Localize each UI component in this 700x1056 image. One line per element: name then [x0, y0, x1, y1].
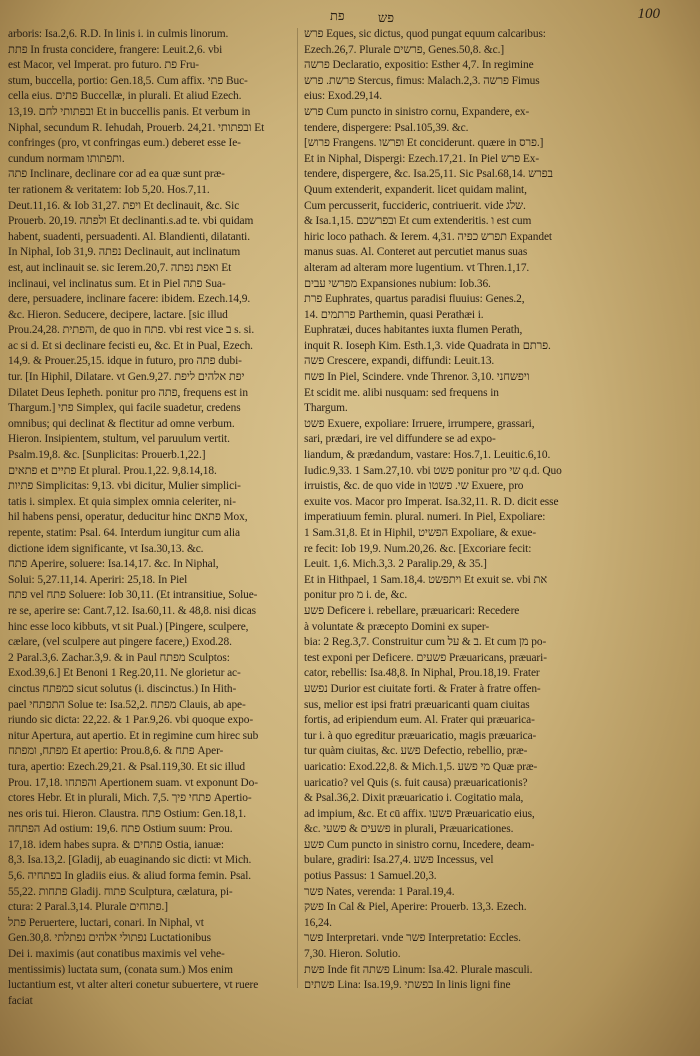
text-line: tendere, dispergere, &c. Isa.25,11. Sic Psal.68,14. בפרש [304, 168, 553, 181]
text-line: test exponi per Deficere. פשעים Præuaricans, præuari- [304, 651, 547, 664]
text-line: Thargum. [304, 402, 348, 415]
text-line: &c. Hieron. Seducere, decipere, lactare. [sic illud [8, 308, 228, 321]
text-line: Et in Niphal, Dispergi: Ezech.17,21. In Piel פרש Ex- [304, 152, 540, 165]
text-line: פשה Crescere, expandi, diffundi: Leuit.13. [304, 355, 495, 368]
text-line: [פרוש Frangens. ופרשו Et conciderunt. quære in פרס.] [304, 137, 544, 150]
text-line: tur. [In Hiphil, Dilatare. vt Gen.9,27. יפת אלהים ליפת [8, 371, 245, 384]
text-line: bia: 2 Reg.3,7. Construitur cum ב & על. Et cum מן po- [304, 636, 547, 649]
text-line: confringes (pro, vt confringas eum.) deberet esse Ie- [8, 137, 241, 150]
text-line: פתאים et פתיים Et plural. Prou.1,22. 9,8.14,18. [8, 464, 217, 477]
text-line: ponitur pro מ i. de, &c. [304, 589, 408, 602]
text-line: פרש Eques, sic dictus, quod pungat equum calcaribus: [304, 28, 546, 40]
text-line: ctores Hebr. Et in plurali, Mich. 7,5. פתחי פיך Apertio- [8, 792, 252, 805]
text-line: 13,19. ובפתותי לחם Et in buccellis panis. Et verbum in [8, 105, 251, 118]
text-line: habent, suadenti, persuadenti. Al. Blandienti, dilatanti. [8, 230, 250, 243]
page-number: 100 [637, 6, 660, 22]
text-line: uaricatio: Exod.22,8. & Mich.1,5. מי פשע Quæ præ- [304, 760, 538, 773]
text-line: tendere, dispergere: Psal.105,39. &c. [304, 121, 469, 134]
text-line: cator, rebellis: Isa.48,8. In Niphal, Prou.18,19. Frater [304, 667, 540, 680]
text-line: פשת Inde fit פשתה Linum: Isa.42. Plurale masculi. [304, 963, 533, 976]
text-line: nitur Apertura, aut apertio. Et in regimine cum hirec sub [8, 729, 259, 742]
text-line: פשע Cum puncto in sinistro cornu, Incedere, deam- [304, 838, 535, 851]
text-line: pael התפתחי Solue te: Isa.52,2. מפתח Clauis, ab ape- [8, 698, 246, 711]
text-line: inquit R. Ioseph Kim. Esth.1,3. vide Quadrata in פרתם. [304, 339, 551, 352]
text-line: Ezech.26,7. Plurale פרשים, Genes.50,8. &c.] [304, 43, 505, 56]
text-line: Dilatet Deus Iepheth. ponitur pro פתה, frequens est in [8, 386, 248, 399]
text-line: פשע Deficere i. rebellare, præuaricari: Recedere [304, 604, 520, 617]
text-line: sus, melior est ipsi fratri præuaricanti quam ciuitas [304, 698, 530, 711]
text-line: manus suas. Al. Conteret aut percutiet manus suas [304, 246, 528, 259]
text-line: Cum percusserit, fuccideric, contriuerit. vide שלג. [304, 199, 526, 212]
text-line: fortis, ad eripiendum eum. Al. Frater qui præuarica- [304, 714, 535, 727]
text-line: פרשה Declaratio, expositio: Esther 4,7. In regimine [304, 59, 534, 72]
text-line: faciat [8, 994, 33, 1007]
text-line: Solui: 5,27.11,14. Aperiri: 25,18. In Piel [8, 573, 188, 586]
text-line: est, aut inclinauit se. sic Ierem.20,7. ואפת נפתה Et [8, 261, 232, 274]
text-line: 55,22. פתחות Gladij. פתוח Sculptura, cælatura, pi- [8, 885, 233, 898]
text-line: 16,24. [304, 916, 332, 929]
text-line: bulare, gradiri: Isa.27,4. פשע Incessus, vel [304, 854, 494, 867]
text-line: פרשת. פרש Stercus, fimus: Malach.2,3. פרשה Fimus [304, 74, 540, 87]
text-line: פשח In Piel, Scindere. vnde Threnor. 3,10. ויפשחני [304, 371, 530, 384]
text-line: repente, statim: Psal. 64. Interdum iungitur cum alia [8, 527, 240, 539]
text-line: Gen.30,8. נפתולי אלהים נפתלתי Luctationibus [8, 932, 211, 945]
column-divider [297, 28, 298, 988]
text-line: tur i. à quo egreditur præuaricatio, magis præuarica- [304, 729, 537, 742]
text-line: imperatiuum femin. plural. numeri. In Piel, Expoliare: [304, 511, 546, 524]
text-line: Hieron. Insipientem, stultum, vel paruulum vertit. [8, 433, 230, 446]
text-line: re fecit: Iob 19,9. Num.20,26. &c. [Excoriare fecit: [304, 542, 532, 555]
text-line: פתח Aperire, soluere: Isa.14,17. &c. In Niphal, [8, 558, 219, 571]
text-line: alteram ad alteram more lugentium. vt Thren.1,17. [304, 261, 530, 274]
running-header [0, 2, 700, 28]
left-column [8, 27, 292, 1009]
text-line: irruistis, &c. de quo vide in שי. פשטו Exuere, pro [304, 480, 524, 493]
text-line: tura, apertio: Ezech.29,21. & Psal.119,30. Et sic illud [8, 760, 246, 773]
text-line: 14,9. & Prouer.25,15. idque in futuro, pro פתה dubi- [8, 355, 242, 368]
text-line: omnibus; qui declinat & flectitur ad omne verbum. [8, 417, 235, 430]
text-line: tatis i. simplex. Et quia simplex omnia celeriter, ni- [8, 495, 236, 508]
text-line: sari, prædari, ire vel diffundere se ad expo- [304, 433, 496, 446]
text-line: cælare, (vel sculpere aut pingere facere,) Exod.28. [8, 636, 232, 649]
text-line: 1 Sam.31,8. Et in Hiphil, הפשיט Expoliare, & exue- [304, 527, 537, 539]
text-line: Thargum.] פתי Simplex, qui facile suadetur, credens [8, 402, 241, 415]
text-line: Leuit. 1,6. Mich.3,3. 2 Paralip.29, & 35.] [304, 558, 487, 571]
text-line: Deut.11,16. & Iob 31,27. ויפת Et declinauit, &c. Sic [8, 199, 240, 212]
text-line: Iudic.9,33. 1 Sam.27,10. vbi פשט ponitur pro שי q.d. Quo [304, 464, 562, 477]
text-line: 8,3. Isa.13,2. [Gladij, ab euaginando sic dicti: vt Mich. [8, 854, 252, 867]
text-line: &c. פשעים & פשעי in plurali, Præuaricationes. [304, 823, 514, 836]
text-line: Psalm.19,8. &c. [Sunplicitas: Prouerb.1,22.] [8, 449, 206, 462]
text-line: re se, aperire se: Cant.7,12. Isa.60,11. & 48,8. nisi dicas [8, 604, 257, 617]
text-line: hiric loco pathach. & Ierem. 4,31. תפרש כפיה Expandet [304, 230, 552, 243]
text-line: פשתים Lina: Isa.19,9. בפשתי In linis ligni fine [304, 979, 511, 992]
text-line: Et in Hithpael, 1 Sam.18,4. ויתפשט Et exuit se. vbi את [304, 573, 548, 586]
text-line: liandum, & prædandum, vastare: Hos.7,1. Leuitic.6,10. [304, 449, 551, 462]
text-line: potius Passus: 1 Samuel.20,3. [304, 870, 437, 883]
text-line: luctantium est, vt alter alteri conetur subuertere, vt ruere [8, 979, 259, 992]
text-line: à voluntate & præcepto Domini ex super- [304, 620, 490, 633]
text-line: uaricatio? vel Quis (s. fuit causa) præuaricationis? [304, 776, 528, 789]
text-line: מפתח, ומפתח Et apertio: Prou.8,6. & פתח Aper- [8, 745, 224, 758]
text-line: Quum extenderit, expanderit. licet quidam malint, [304, 183, 527, 196]
text-line: Dei i. maximis (aut conatibus maximis vel vehe- [8, 948, 225, 961]
running-head-right: פש [378, 10, 395, 25]
text-line: פרת Euphrates, quartus paradisi fluuius: Genes.2, [304, 293, 525, 306]
text-line: פתה Inclinare, declinare cor ad ea quæ sunt præ- [8, 168, 225, 181]
text-line: Et scidit me. alibi nusquam: sed frequens in [304, 386, 499, 399]
text-line: Niphal, secundum R. Iehudah, Prouerb. 24,21. ובפתותי Et [8, 121, 265, 134]
text-line: cella eius. פתים Buccellæ, in plurali. Et aliud Ezech. [8, 90, 242, 103]
right-column [304, 27, 634, 994]
text-line: Prouerb. 20,19. ולפתה Et declinanti.s.ad te. vbi quidam [8, 215, 254, 228]
text-line: נפשע Durior est ciuitate forti. & Frater à fratre offen- [304, 682, 541, 695]
text-line: פשט Exuere, expoliare: Irruere, irrumpere, grassari, [304, 417, 535, 430]
text-line: dere, persuadere, inclinare facere: ibidem. Ezech.14,9. [8, 293, 251, 306]
text-line: 17,18. idem habes supra. & פתחים Ostia, ianuæ: [8, 838, 224, 851]
text-line: 14. פרתמים Parthemin, quasi Perathæi i. [304, 308, 484, 321]
text-line: פרש Cum puncto in sinistro cornu, Expandere, ex- [304, 105, 530, 118]
text-line: 2 Paral.3,6. Zachar.3,9. & in Paul מפתח Sculptos: [8, 651, 230, 664]
text-line: Prou. 17,18. והפתחו Apertionem suam. vt exponunt Do- [8, 776, 258, 789]
text-line: hil habens pensi, operatur, deducitur hinc פתאם Mox, [8, 511, 248, 524]
text-line: cundum normam ותפתותו. [8, 152, 125, 165]
text-line: Prou.24,28. והפתית, de quo in פתח. vbi rest vice ב s. si. [8, 324, 255, 337]
text-line: Exod.39,6.] Et Benoni 1 Reg.20,11. Ne glorietur ac- [8, 667, 241, 680]
text-line: ter rationem & veritatem: Iob 5,20. Hos.7,11. [8, 183, 210, 196]
text-line: פשר Nates, verenda: 1 Paral.19,4. [304, 885, 455, 898]
text-line: dictione idem significante, vt Isa.30,13. &c. [8, 542, 204, 555]
running-head-left: פת [330, 8, 345, 23]
text-line: ad impium, &c. Et cū affix. פשעו Præuaricatio eius, [304, 807, 535, 820]
text-line: & Psal.36,2. Dixit præuaricatio i. Cogitatio mala, [304, 792, 524, 805]
text-line: פתיות Simplicitas: 9,13. vbi dicitur, Mulier simplici- [8, 480, 241, 493]
text-line: פתת In frusta concidere, frangere: Leuit.2,6. vbi [8, 43, 223, 56]
text-line: Euphratæi, duces habitantes iuxta flumen Perath, [304, 324, 523, 337]
text-line: In Niphal, Iob 31,9. נפתה Declinauit, aut inclinatum [8, 246, 241, 259]
text-line: mentissimis) luctata sum, (conata sum.) Mos enim [8, 963, 233, 976]
text-line: פשר Interpretari. vnde פשר Interpretatio: Eccles. [304, 932, 521, 945]
text-line: פתל Peruertere, luctari, conari. In Niphal, vt [8, 916, 204, 929]
text-line: arboris: Isa.2,6. R.D. In linis i. in culmis linorum. [8, 28, 229, 40]
text-line: eius: Exod.29,14. [304, 90, 383, 103]
text-line: exuite vos. Macor pro Imperat. Isa.32,11. R. D. dicit esse [304, 495, 559, 508]
text-line: hinc esse loco kibbuts, vt sit Pual.) [Pingere, sculpere, [8, 620, 249, 633]
text-line: ac si d. Et si declinare fecisti eu, &c. Et in Pual, Ezech. [8, 339, 253, 352]
text-line: פשק In Cal & Piel, Aperire: Prouerb. 13,3. Ezech. [304, 901, 527, 914]
text-line: ctura: 2 Paral.3,14. Plurale פתוחים.] [8, 901, 168, 914]
text-line: inclinaui, vel inclinatus sum. Et in Piel פתה Sua- [8, 277, 226, 290]
text-line: riundo sic dicta: 22,22. & 1 Par.9,26. vbi quoque expo- [8, 714, 254, 727]
text-line: nes oris tui. Hieron. Claustra. פתח Ostium: Gen.18,1. [8, 807, 247, 820]
text-line: & Isa.1,15. ובפרשכם Et cum extenderitis. ו est cum [304, 215, 532, 228]
text-line: מפרשי עבים Expansiones nubium: Iob.36. [304, 277, 491, 290]
text-line: 7,30. Hieron. Solutio. [304, 948, 401, 961]
text-line: est Macor, vel Imperat. pro futuro. פת Fru- [8, 59, 199, 72]
text-line: tur quàm ciuitas, &c. פשע Defectio, rebellio, præ- [304, 745, 528, 758]
text-line: cinctus כמפתח sicut solutus (i. discinctus.) In Hith- [8, 682, 237, 695]
text-line: הפתחה Ad ostium: 19,6. פתח Ostium suum: Prou. [8, 823, 233, 836]
text-line: פתח vel פתח Soluere: Iob 30,11. (Et intransitiue, Solue- [8, 589, 258, 602]
text-line: stum, buccella, portio: Gen.18,5. Cum affix. פתי Buc- [8, 74, 248, 87]
text-line: 5,6. בפתחיה In gladiis eius. & aliud forma femin. Psal. [8, 870, 252, 883]
